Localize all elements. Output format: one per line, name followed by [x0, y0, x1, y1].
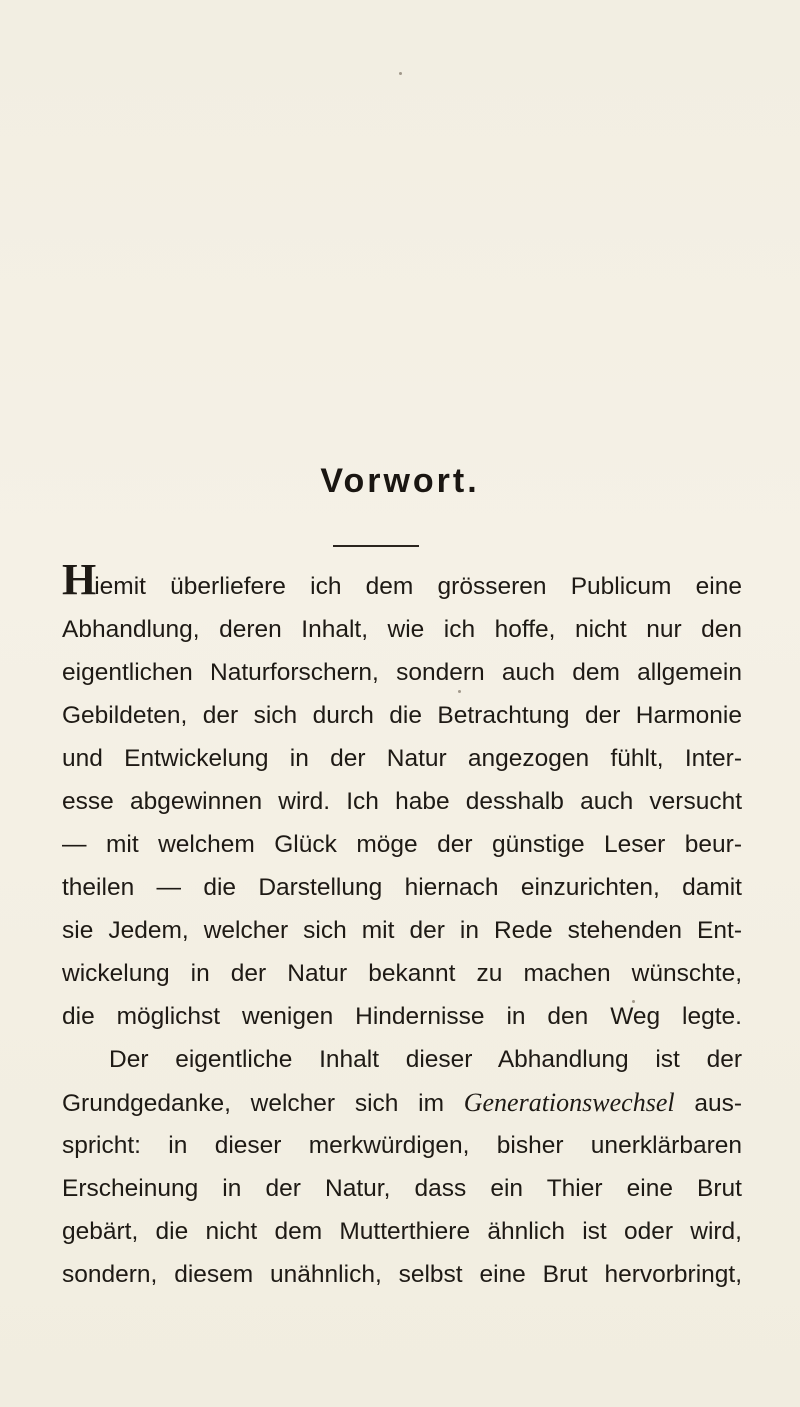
text-line: die möglichst wenigen Hindernisse in den Weg legte.	[62, 1003, 742, 1030]
text-line: — mit welchem Glück möge der günstige Leser beur-	[62, 831, 742, 858]
text-line	[62, 1081, 742, 1124]
text-line: sie Jedem, welcher sich mit der in Rede stehenden Ent-	[62, 917, 742, 944]
text-line: theilen — die Darstellung hiernach einzurichten, damit	[62, 874, 742, 901]
text-line: wickelung in der Natur bekannt zu machen wünschte,	[62, 960, 742, 987]
line-text: Grundgedanke, welcher sich im	[62, 1090, 444, 1117]
text-line: sondern, diesem unähnlich, selbst eine Brut hervorbringt,	[62, 1261, 742, 1288]
text-line: Gebildeten, der sich durch die Betrachtung der Harmonie	[62, 702, 742, 729]
text-line: eigentlichen Naturforschern, sondern auch dem allgemein	[62, 659, 742, 686]
drop-cap: H	[62, 555, 95, 604]
page-heading: Vorwort.	[320, 462, 480, 500]
text-line: Abhandlung, deren Inhalt, wie ich hoffe, nicht nur den	[62, 616, 742, 643]
line-text: iemit überliefere ich dem grösseren Publicum eine	[94, 573, 742, 600]
text-line: Erscheinung in der Natur, dass ein Thier eine Brut	[62, 1175, 742, 1202]
text-line	[62, 555, 742, 608]
body-text	[62, 555, 742, 1296]
text-line-indented: Der eigentliche Inhalt dieser Abhandlung ist der	[109, 1046, 742, 1073]
text-line: spricht: in dieser merkwürdigen, bisher unerklärbaren	[62, 1132, 742, 1159]
text-line: und Entwickelung in der Natur angezogen fühlt, Inter-	[62, 745, 742, 772]
page-speck	[399, 72, 402, 75]
emphasized-term: Generationswechsel	[463, 1088, 675, 1117]
heading-rule	[333, 545, 419, 547]
text-line: gebärt, die nicht dem Mutterthiere ähnlich ist oder wird,	[62, 1218, 742, 1245]
line-text: aus-	[694, 1090, 742, 1117]
text-line: esse abgewinnen wird. Ich habe desshalb auch versucht	[62, 788, 742, 815]
